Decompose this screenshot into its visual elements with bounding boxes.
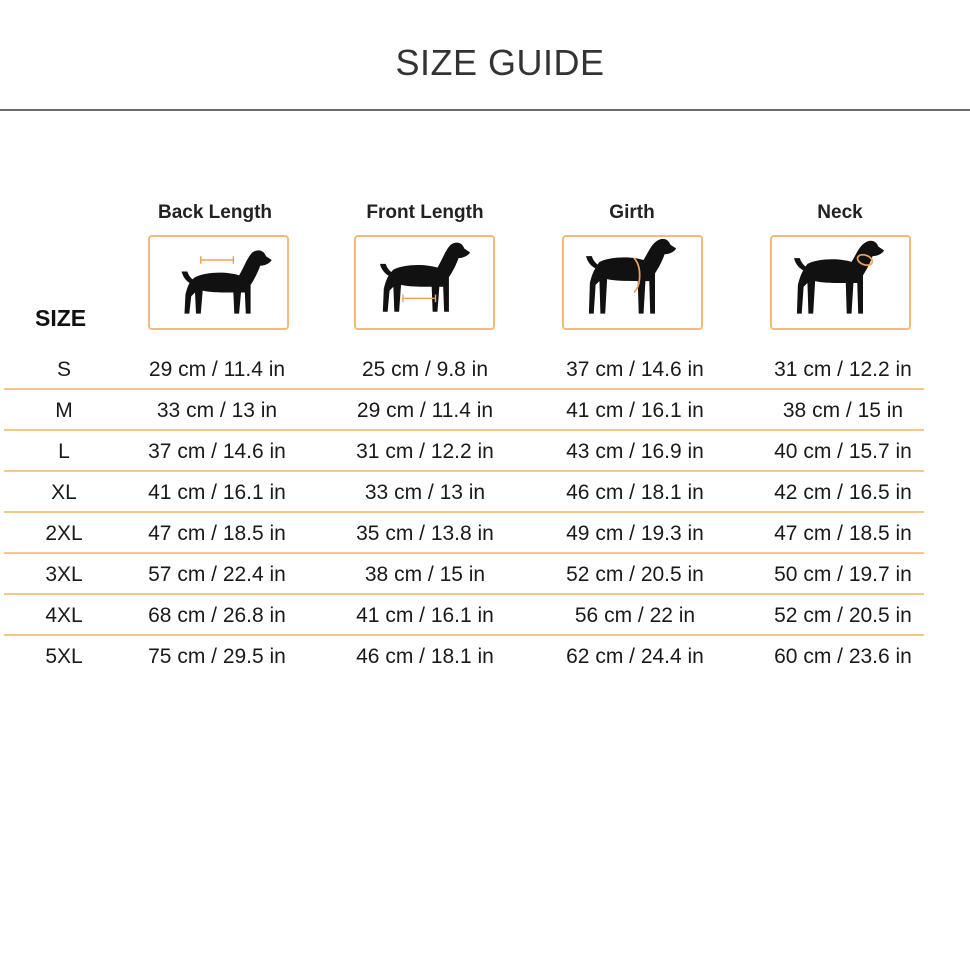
front-length-cell: 31 cm / 12.2 in	[356, 440, 494, 463]
front-length-cell: 38 cm / 15 in	[364, 563, 486, 586]
table-row	[0, 595, 970, 636]
table-row	[0, 472, 970, 513]
table-row	[0, 431, 970, 472]
front-length-cell: 25 cm / 9.8 in	[361, 358, 489, 381]
neck-cell: 50 cm / 19.7 in	[774, 563, 912, 586]
back-length-cell: 57 cm / 22.4 in	[148, 563, 286, 586]
girth-cell: 49 cm / 19.3 in	[566, 522, 704, 545]
column-header-neck: Neck	[817, 202, 863, 223]
girth-cell: 46 cm / 18.1 in	[566, 481, 704, 504]
column-header-back-length: Back Length	[157, 202, 273, 223]
size-cell: 4XL	[45, 604, 83, 627]
girth-cell: 52 cm / 20.5 in	[566, 563, 704, 586]
girth-cell: 43 cm / 16.9 in	[566, 440, 704, 463]
size-cell: 2XL	[45, 522, 83, 545]
size-cell: L	[58, 440, 70, 463]
girth-cell: 37 cm / 14.6 in	[566, 358, 704, 381]
neck-cell: 60 cm / 23.6 in	[774, 645, 912, 668]
neck-cell: 38 cm / 15 in	[782, 399, 904, 422]
back-length-cell: 41 cm / 16.1 in	[148, 481, 286, 504]
neck-cell: 52 cm / 20.5 in	[774, 604, 912, 627]
column-header-girth: Girth	[609, 202, 655, 223]
front-length-cell: 29 cm / 11.4 in	[356, 399, 494, 422]
size-cell: M	[55, 399, 73, 422]
front-length-cell: 35 cm / 13.8 in	[356, 522, 494, 545]
girth-cell: 62 cm / 24.4 in	[566, 645, 704, 668]
back-length-cell: 37 cm / 14.6 in	[148, 440, 286, 463]
back-length-cell: 75 cm / 29.5 in	[148, 645, 286, 668]
size-cell: 3XL	[45, 563, 83, 586]
column-header-front-length: Front Length	[366, 202, 484, 223]
girth-cell: 41 cm / 16.1 in	[566, 399, 704, 422]
dog-girth-icon	[562, 235, 703, 330]
table-row	[0, 554, 970, 595]
back-length-cell: 29 cm / 11.4 in	[148, 358, 286, 381]
neck-cell: 31 cm / 12.2 in	[774, 358, 912, 381]
title-divider	[0, 109, 970, 111]
neck-cell: 42 cm / 16.5 in	[774, 481, 912, 504]
size-cell: 5XL	[45, 645, 83, 668]
back-length-cell: 47 cm / 18.5 in	[148, 522, 286, 545]
neck-cell: 40 cm / 15.7 in	[774, 440, 912, 463]
table-row	[0, 513, 970, 554]
table-row	[0, 349, 970, 390]
dog-front-length-icon	[354, 235, 495, 330]
size-cell: S	[56, 358, 71, 381]
table-row	[0, 390, 970, 431]
neck-cell: 47 cm / 18.5 in	[774, 522, 912, 545]
page-title: SIZE GUIDE	[395, 42, 605, 83]
front-length-cell: 46 cm / 18.1 in	[356, 645, 494, 668]
back-length-cell: 33 cm / 13 in	[156, 399, 278, 422]
girth-cell: 56 cm / 22 in	[574, 604, 696, 627]
back-length-cell: 68 cm / 26.8 in	[148, 604, 286, 627]
size-cell: XL	[51, 481, 77, 504]
table-row	[0, 636, 970, 677]
size-column-header: SIZE	[35, 305, 87, 331]
dog-back-length-icon	[148, 235, 289, 330]
front-length-cell: 33 cm / 13 in	[364, 481, 486, 504]
dog-neck-icon	[770, 235, 911, 330]
front-length-cell: 41 cm / 16.1 in	[356, 604, 494, 627]
